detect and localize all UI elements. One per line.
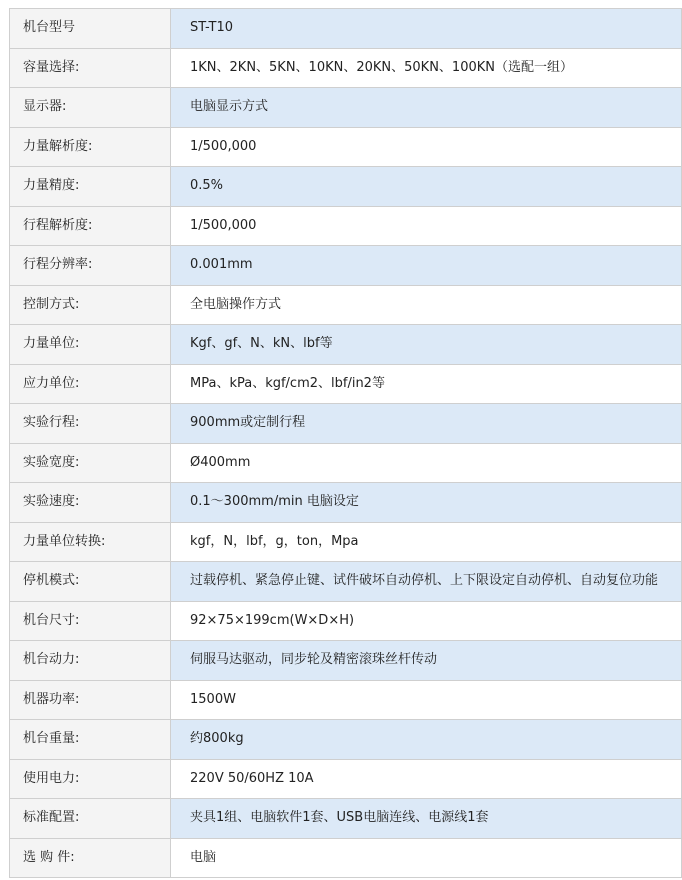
spec-value: Kgf、gf、N、kN、lbf等 [171,325,682,365]
spec-row-machine-weight [10,720,682,760]
spec-table-container [9,8,682,878]
spec-label: 实验速度: [10,483,171,523]
spec-value: ST-T10 [171,9,682,49]
spec-row-model [10,9,682,49]
spec-value: 全电脑操作方式 [171,285,682,325]
spec-row-stress-unit [10,364,682,404]
spec-label: 实验宽度: [10,443,171,483]
spec-label: 力量单位: [10,325,171,365]
spec-label: 容量选择: [10,48,171,88]
spec-label: 显示器: [10,88,171,128]
spec-label: 选 购 件: [10,838,171,878]
spec-row-optional-parts [10,838,682,878]
spec-label: 行程分辨率: [10,246,171,286]
spec-row-stroke-resolution [10,206,682,246]
spec-row-capacity [10,48,682,88]
spec-label: 机台型号 [10,9,171,49]
spec-table-body [10,9,682,878]
spec-value: MPa、kPa、kgf/cm2、lbf/in2等 [171,364,682,404]
spec-value: 0.5% [171,167,682,207]
spec-value: 电脑 [171,838,682,878]
spec-value: 约800kg [171,720,682,760]
spec-value: 伺服马达驱动，同步轮及精密滚珠丝杆传动 [171,641,682,681]
spec-value: 1KN、2KN、5KN、10KN、20KN、50KN、100KN（选配一组） [171,48,682,88]
spec-label: 停机模式: [10,562,171,602]
spec-value: 1/500,000 [171,206,682,246]
spec-row-test-speed [10,483,682,523]
spec-table [9,8,682,878]
spec-row-test-stroke [10,404,682,444]
spec-label: 机器功率: [10,680,171,720]
spec-row-stop-mode [10,562,682,602]
spec-label: 使用电力: [10,759,171,799]
spec-value: kgf，N，lbf，g，ton，Mpa [171,522,682,562]
spec-label: 行程解析度: [10,206,171,246]
spec-label: 力量解析度: [10,127,171,167]
spec-row-standard-config [10,799,682,839]
spec-value: 电脑显示方式 [171,88,682,128]
spec-row-machine-power-drive [10,641,682,681]
spec-row-unit-conversion [10,522,682,562]
spec-value: 过载停机、紧急停止键、试件破坏自动停机、上下限设定自动停机、自动复位功能 [171,562,682,602]
spec-value: 0.001mm [171,246,682,286]
spec-row-power-supply [10,759,682,799]
spec-label: 力量单位转换: [10,522,171,562]
spec-label: 标准配置: [10,799,171,839]
spec-row-stroke-precision [10,246,682,286]
spec-value: 1/500,000 [171,127,682,167]
spec-row-force-accuracy [10,167,682,207]
spec-row-machine-wattage [10,680,682,720]
spec-label: 控制方式: [10,285,171,325]
spec-value: Ø400mm [171,443,682,483]
spec-row-display [10,88,682,128]
spec-row-control-mode [10,285,682,325]
spec-value: 92×75×199cm(W×D×H) [171,601,682,641]
spec-value: 900mm或定制行程 [171,404,682,444]
spec-row-force-unit [10,325,682,365]
spec-value: 1500W [171,680,682,720]
spec-label: 力量精度: [10,167,171,207]
spec-value: 夹具1组、电脑软件1套、USB电脑连线、电源线1套 [171,799,682,839]
spec-row-machine-size [10,601,682,641]
spec-row-test-width [10,443,682,483]
spec-label: 机台尺寸: [10,601,171,641]
spec-value: 220V 50/60HZ 10A [171,759,682,799]
spec-value: 0.1～300mm/min 电脑设定 [171,483,682,523]
spec-label: 机台重量: [10,720,171,760]
spec-label: 实验行程: [10,404,171,444]
spec-label: 机台动力: [10,641,171,681]
spec-row-force-resolution [10,127,682,167]
spec-label: 应力单位: [10,364,171,404]
